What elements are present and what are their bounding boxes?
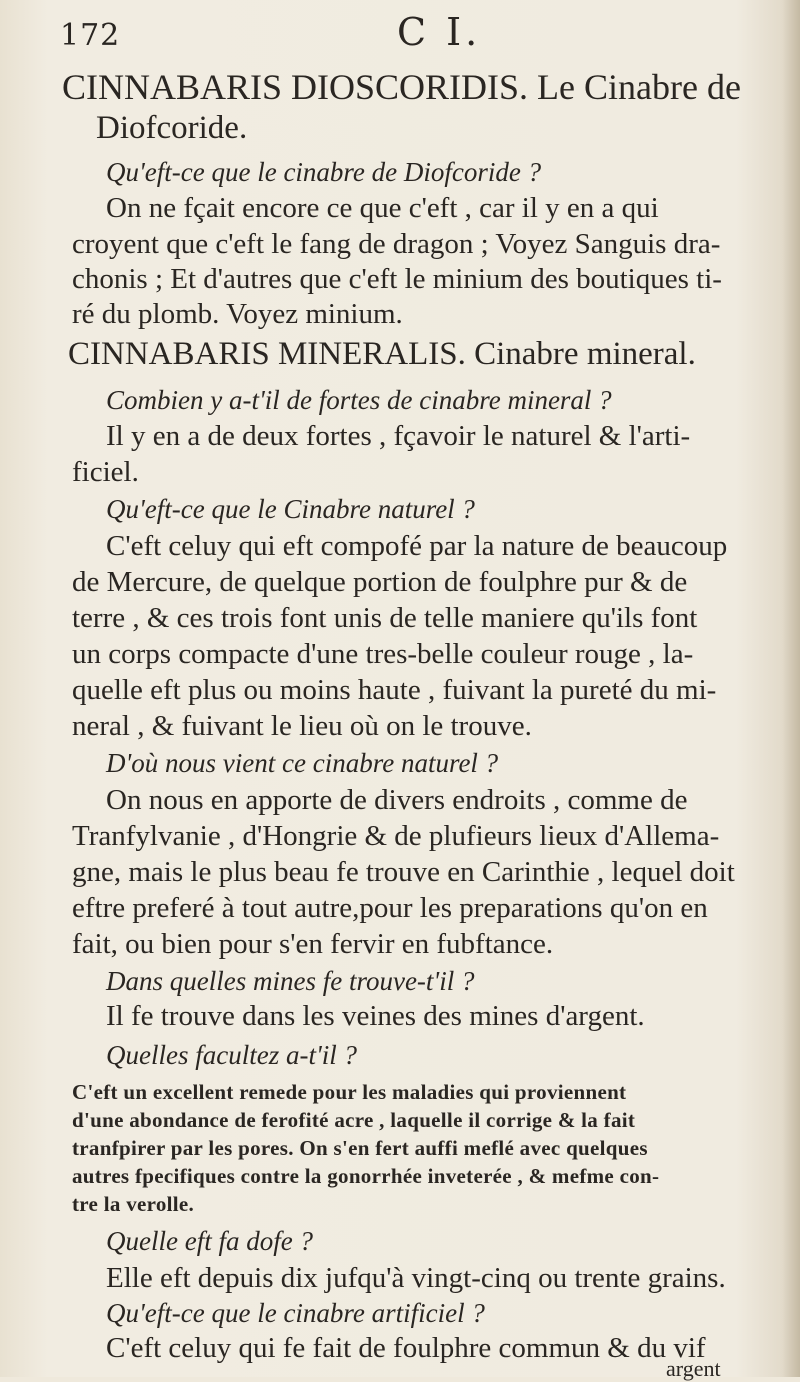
answer-small-line: d'une abondance de ferofité acre , laquelle il corrige & la fait	[72, 1108, 636, 1132]
question-line: Combien y a-t'il de fortes de cinabre mineral ?	[106, 385, 612, 415]
question-line: D'où nous vient ce cinabre naturel ?	[106, 748, 499, 778]
answer-line: On nous en apporte de divers endroits , comme de	[106, 784, 688, 816]
answer-small-line: tre la verolle.	[72, 1192, 195, 1216]
page-edge-shadow	[782, 0, 800, 1377]
question-line: Qu'eft-ce que le cinabre artificiel ?	[106, 1298, 485, 1328]
answer-line: un corps compacte d'une tres-belle couleur rouge , la-	[72, 638, 694, 670]
entry-heading: CINNABARIS MINERALIS. Cinabre mineral.	[68, 336, 696, 372]
question-line: Quelles facultez a-t'il ?	[106, 1040, 357, 1070]
answer-line: On ne fçait encore ce que c'eft , car il y en a qui	[106, 192, 659, 224]
question-line: Qu'eft-ce que le Cinabre naturel ?	[106, 494, 475, 524]
answer-line: Il fe trouve dans les veines des mines d'argent.	[106, 1000, 645, 1032]
running-head: C I.	[397, 10, 482, 54]
catchword: argent	[666, 1356, 721, 1381]
answer-small-line: tranfpirer par les pores. On s'en fert auffi meflé avec quelques	[72, 1136, 648, 1160]
answer-line: C'eft celuy qui eft compofé par la nature de beaucoup	[106, 530, 728, 562]
question-line: Dans quelles mines fe trouve-t'il ?	[106, 966, 475, 996]
entry-heading-continued: Diofcoride.	[96, 110, 248, 146]
entry-heading: CINNABARIS DIOSCORIDIS. Le Cinabre de	[62, 67, 741, 107]
answer-line: ré du plomb. Voyez minium.	[72, 298, 403, 330]
answer-small-line: C'eft un excellent remede pour les maladies qui proviennent	[72, 1080, 627, 1104]
answer-line: Elle eft depuis dix jufqu'à vingt-cinq ou trente grains.	[106, 1262, 726, 1294]
answer-line: C'eft celuy qui fe fait de foulphre commun & du vif	[106, 1332, 706, 1364]
answer-line: neral , & fuivant le lieu où on le trouve.	[72, 710, 532, 742]
answer-small-line: autres fpecifiques contre la gonorrhée inveterée , & mefme con-	[72, 1164, 660, 1188]
answer-line: de Mercure, de quelque portion de foulphre pur & de	[72, 566, 688, 598]
question-line: Qu'eft-ce que le cinabre de Diofcoride ?	[106, 157, 542, 187]
question-line: Quelle eft fa dofe ?	[106, 1226, 313, 1256]
answer-line: Tranfylvanie , d'Hongrie & de plufieurs lieux d'Allema-	[72, 820, 720, 852]
answer-line: chonis ; Et d'autres que c'eft le minium des boutiques ti-	[72, 263, 722, 295]
answer-line: eftre preferé à tout autre,pour les preparations qu'on en	[72, 892, 708, 924]
answer-line: ficiel.	[72, 456, 139, 488]
answer-line: fait, ou bien pour s'en fervir en fubftance.	[72, 928, 554, 960]
answer-line: gne, mais le plus beau fe trouve en Carinthie , lequel doit	[72, 856, 735, 888]
page-number: 172	[60, 18, 121, 53]
answer-line: terre , & ces trois font unis de telle maniere qu'ils font	[72, 602, 698, 634]
answer-line: Il y en a de deux fortes , fçavoir le naturel & l'arti-	[106, 420, 691, 452]
answer-line: quelle eft plus ou moins haute , fuivant la pureté du mi-	[72, 674, 717, 706]
answer-line: croyent que c'eft le fang de dragon ; Voyez Sanguis dra-	[72, 228, 721, 260]
